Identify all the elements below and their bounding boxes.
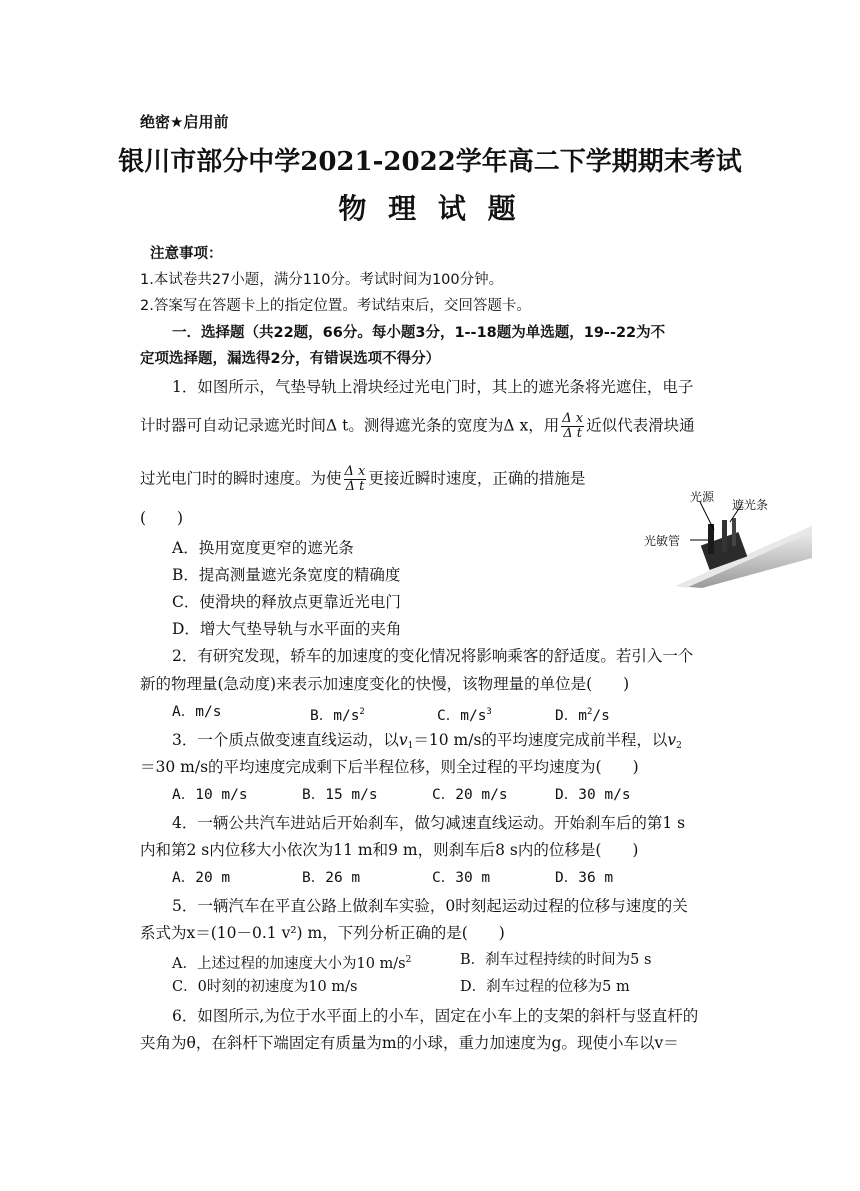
q1-option-d: D．增大气垫导轨与水平面的夹角 xyxy=(172,620,402,638)
air-track-figure xyxy=(642,478,812,588)
q5-line2: 系式为x＝(10－0.1 v²) m，下列分析正确的是( ) xyxy=(140,924,505,942)
q6-line2: 夹角为θ，在斜杆下端固定有质量为m的小球，重力加速度为g。现使小车以v＝ xyxy=(140,1034,679,1052)
section-heading-cont: 定项选择题，漏选得2分，有错误选项不得分） xyxy=(140,351,441,367)
figure-label-sensor: 光敏管 xyxy=(644,534,681,548)
q5-option-d: D．刹车过程的位移为5 m xyxy=(460,979,630,995)
q3-option-a: A．10 m/s xyxy=(172,787,248,803)
notice-item: 1.本试卷共27小题，满分110分。考试时间为100分钟。 xyxy=(140,272,504,288)
q4-line1: 4．一辆公共汽车进站后开始刹车，做匀减速直线运动。开始刹车后的第1 s xyxy=(172,814,686,832)
q3-line2: ＝30 m/s的平均速度完成剩下后半程位移，则全过程的平均速度为( ) xyxy=(140,758,639,776)
q1-option-b: B．提高测量遮光条宽度的精确度 xyxy=(172,566,401,584)
subject-title: 物 理 试 题 xyxy=(338,192,522,225)
q5-option-a: A．上述过程的加速度大小为10 $m/s^2$ xyxy=(172,955,412,972)
q1-line2: 计时器可自动记录遮光时间Δ t。测得遮光条的宽度为Δ x，用 $\frac{\text{Δ x}}{\text{Δ t}}$ 近似代表滑块通 xyxy=(140,411,695,441)
q2-option-a: A．m/s xyxy=(172,704,222,720)
q1-option-c: C．使滑块的释放点更靠近光电门 xyxy=(172,593,401,611)
notice-item: 2.答案写在答题卡上的指定位置。考试结束后，交回答题卡。 xyxy=(140,298,531,314)
q4-option-a: A．20 m xyxy=(172,870,231,886)
figure-label-strip: 遮光条 xyxy=(732,498,769,512)
q2-option-c: C．$m/s^3$ xyxy=(437,707,492,724)
q2-line2: 新的物理量(急动度)来表示加速度变化的快慢，该物理量的单位是( ) xyxy=(140,675,630,693)
q5-line1: 5．一辆汽车在平直公路上做刹车实验，0时刻起运动过程的位移与速度的关 xyxy=(172,897,688,915)
fraction-dx-dt: $\frac{\text{Δ x}}{\text{Δ t}}$ xyxy=(344,464,366,494)
q1-option-a: A．换用宽度更窄的遮光条 xyxy=(172,539,354,557)
q2-line1: 2．有研究发现，轿车的加速度的变化情况将影响乘客的舒适度。若引入一个 xyxy=(172,647,694,665)
section-heading: 一．选择题（共22题，66分。每小题3分，1--18题为单选题，19--22为不 xyxy=(172,325,666,341)
q5-option-c: C．0时刻的初速度为10 m/s xyxy=(172,979,358,995)
q3-option-b: B．15 m/s xyxy=(302,787,378,803)
exam-title: 银川市部分中学2021-2022学年高二下学期期末考试 xyxy=(118,147,742,177)
notice-heading: 注意事项： xyxy=(150,246,223,262)
q4-option-d: D．36 m xyxy=(555,870,614,886)
q3-option-d: D．30 m/s xyxy=(555,787,631,803)
secret-mark: 绝密★启用前 xyxy=(140,113,229,131)
q1-line1: 1．如图所示，气垫导轨上滑块经过光电门时，其上的遮光条将光遮住，电子 xyxy=(172,378,694,396)
q1-line3: 过光电门时的瞬时速度。为使 $\frac{\text{Δ x}}{\text{Δ t}}$ 更接近瞬时速度，正确的措施是 xyxy=(140,464,586,494)
figure-label-source: 光源 xyxy=(690,490,715,504)
q4-line2: 内和第2 s内位移大小依次为11 m和9 m，则刹车后8 s内的位移是( ) xyxy=(140,841,639,859)
q1-answer-paren: ( ) xyxy=(140,509,184,527)
fraction-dx-dt: $\frac{\text{Δ x}}{\text{Δ t}}$ xyxy=(562,411,584,441)
q3-line1: 3．一个质点做变速直线运动，以$v_1=10$ m/s的平均速度完成前半程，以$v_2$ xyxy=(172,731,682,751)
q6-line1: 6．如图所示,为位于水平面上的小车，固定在小车上的支架的斜杆与竖直杆的 xyxy=(172,1007,699,1025)
q3-option-c: C．20 m/s xyxy=(432,787,508,803)
q2-option-d: D．$m^2/s$ xyxy=(555,707,610,724)
q4-option-b: B．26 m xyxy=(302,870,361,886)
q5-option-b: B．刹车过程持续的时间为5 s xyxy=(460,952,652,968)
q2-option-b: B．$m/s^2$ xyxy=(310,707,365,724)
q4-option-c: C．30 m xyxy=(432,870,491,886)
